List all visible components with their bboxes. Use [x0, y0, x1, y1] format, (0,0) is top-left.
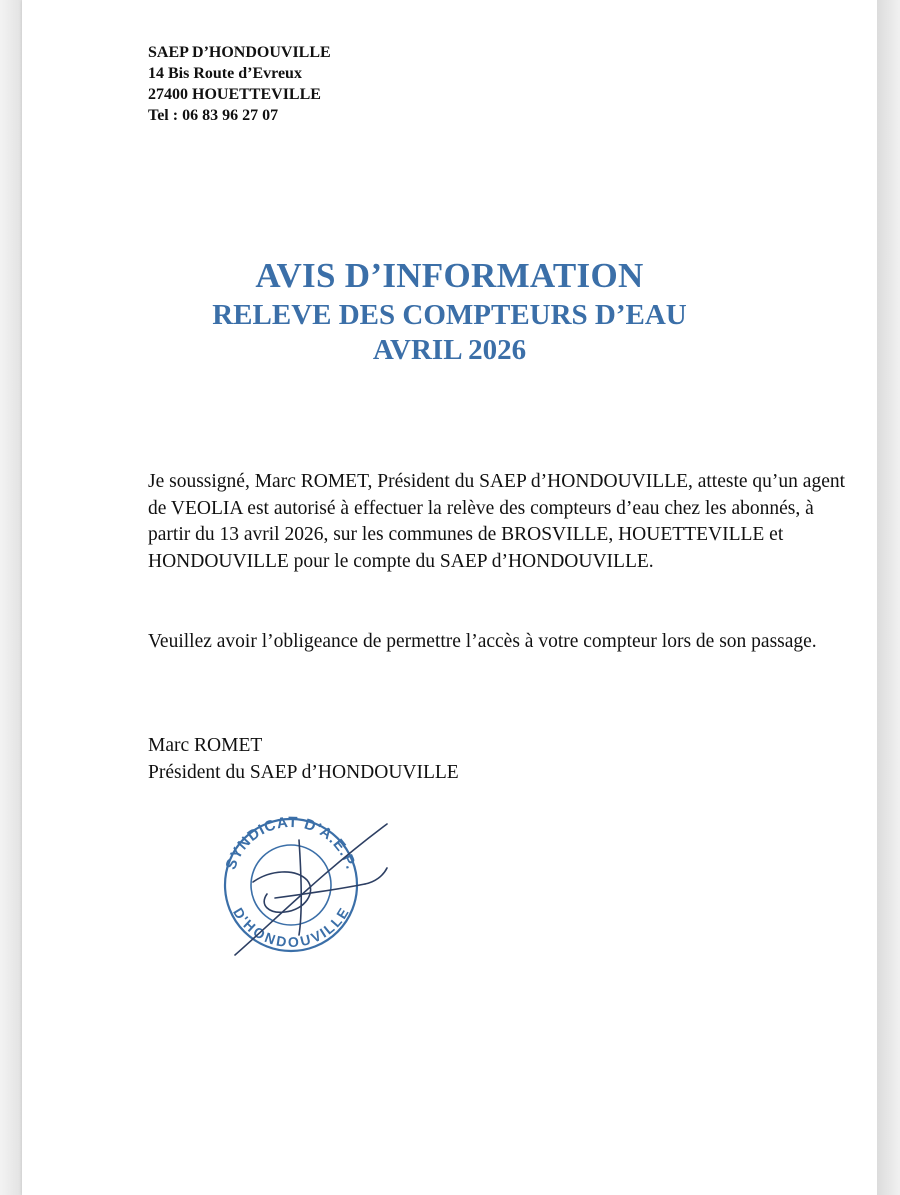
signatory-role: Président du SAEP d’HONDOUVILLE	[148, 761, 459, 783]
svg-text:D'HONDOUVILLE: D'HONDOUVILLE	[230, 904, 352, 951]
sender-address-block	[148, 42, 331, 126]
title-line-3: AVRIL 2026	[372, 334, 527, 366]
page-edge-left	[0, 0, 22, 1195]
body-paragraph-1: Je soussigné, Marc ROMET, Président du SAEP d’HONDOUVILLE, atteste qu’un agent de VEOLIA est autorisé à effectuer la relève des compteurs d’eau chez les abonnés, à partir du 13 avril 2026, sur les communes de BROSVILLE, HOUETTEVILLE et HONDOUVILLE pour le compte du SAEP d’HONDOUVILLE.	[148, 471, 846, 572]
document-page	[22, 0, 877, 1195]
notice-title	[22, 254, 877, 368]
sender-name: SAEP D’HONDOUVILLE	[148, 44, 331, 61]
signatory-name: Marc ROMET	[148, 735, 263, 756]
title-line-2: RELEVE DES COMPTEURS D’EAU	[212, 299, 687, 331]
sender-address: 14 Bis Route d’Evreux	[148, 65, 302, 82]
body-paragraph-2: Veuillez avoir l’obligeance de permettre l’accès à votre compteur lors de son passage.	[148, 631, 817, 652]
official-stamp	[215, 810, 400, 970]
sender-phone: Tel : 06 83 96 27 07	[148, 107, 279, 124]
sender-city: 27400 HOUETTEVILLE	[148, 86, 321, 103]
title-line-1: AVIS D’INFORMATION	[255, 256, 644, 295]
svg-text:SYNDICAT D'A.E.P.: SYNDICAT D'A.E.P.	[222, 813, 360, 872]
page-edge-right	[877, 0, 900, 1195]
signature-block	[148, 733, 856, 786]
